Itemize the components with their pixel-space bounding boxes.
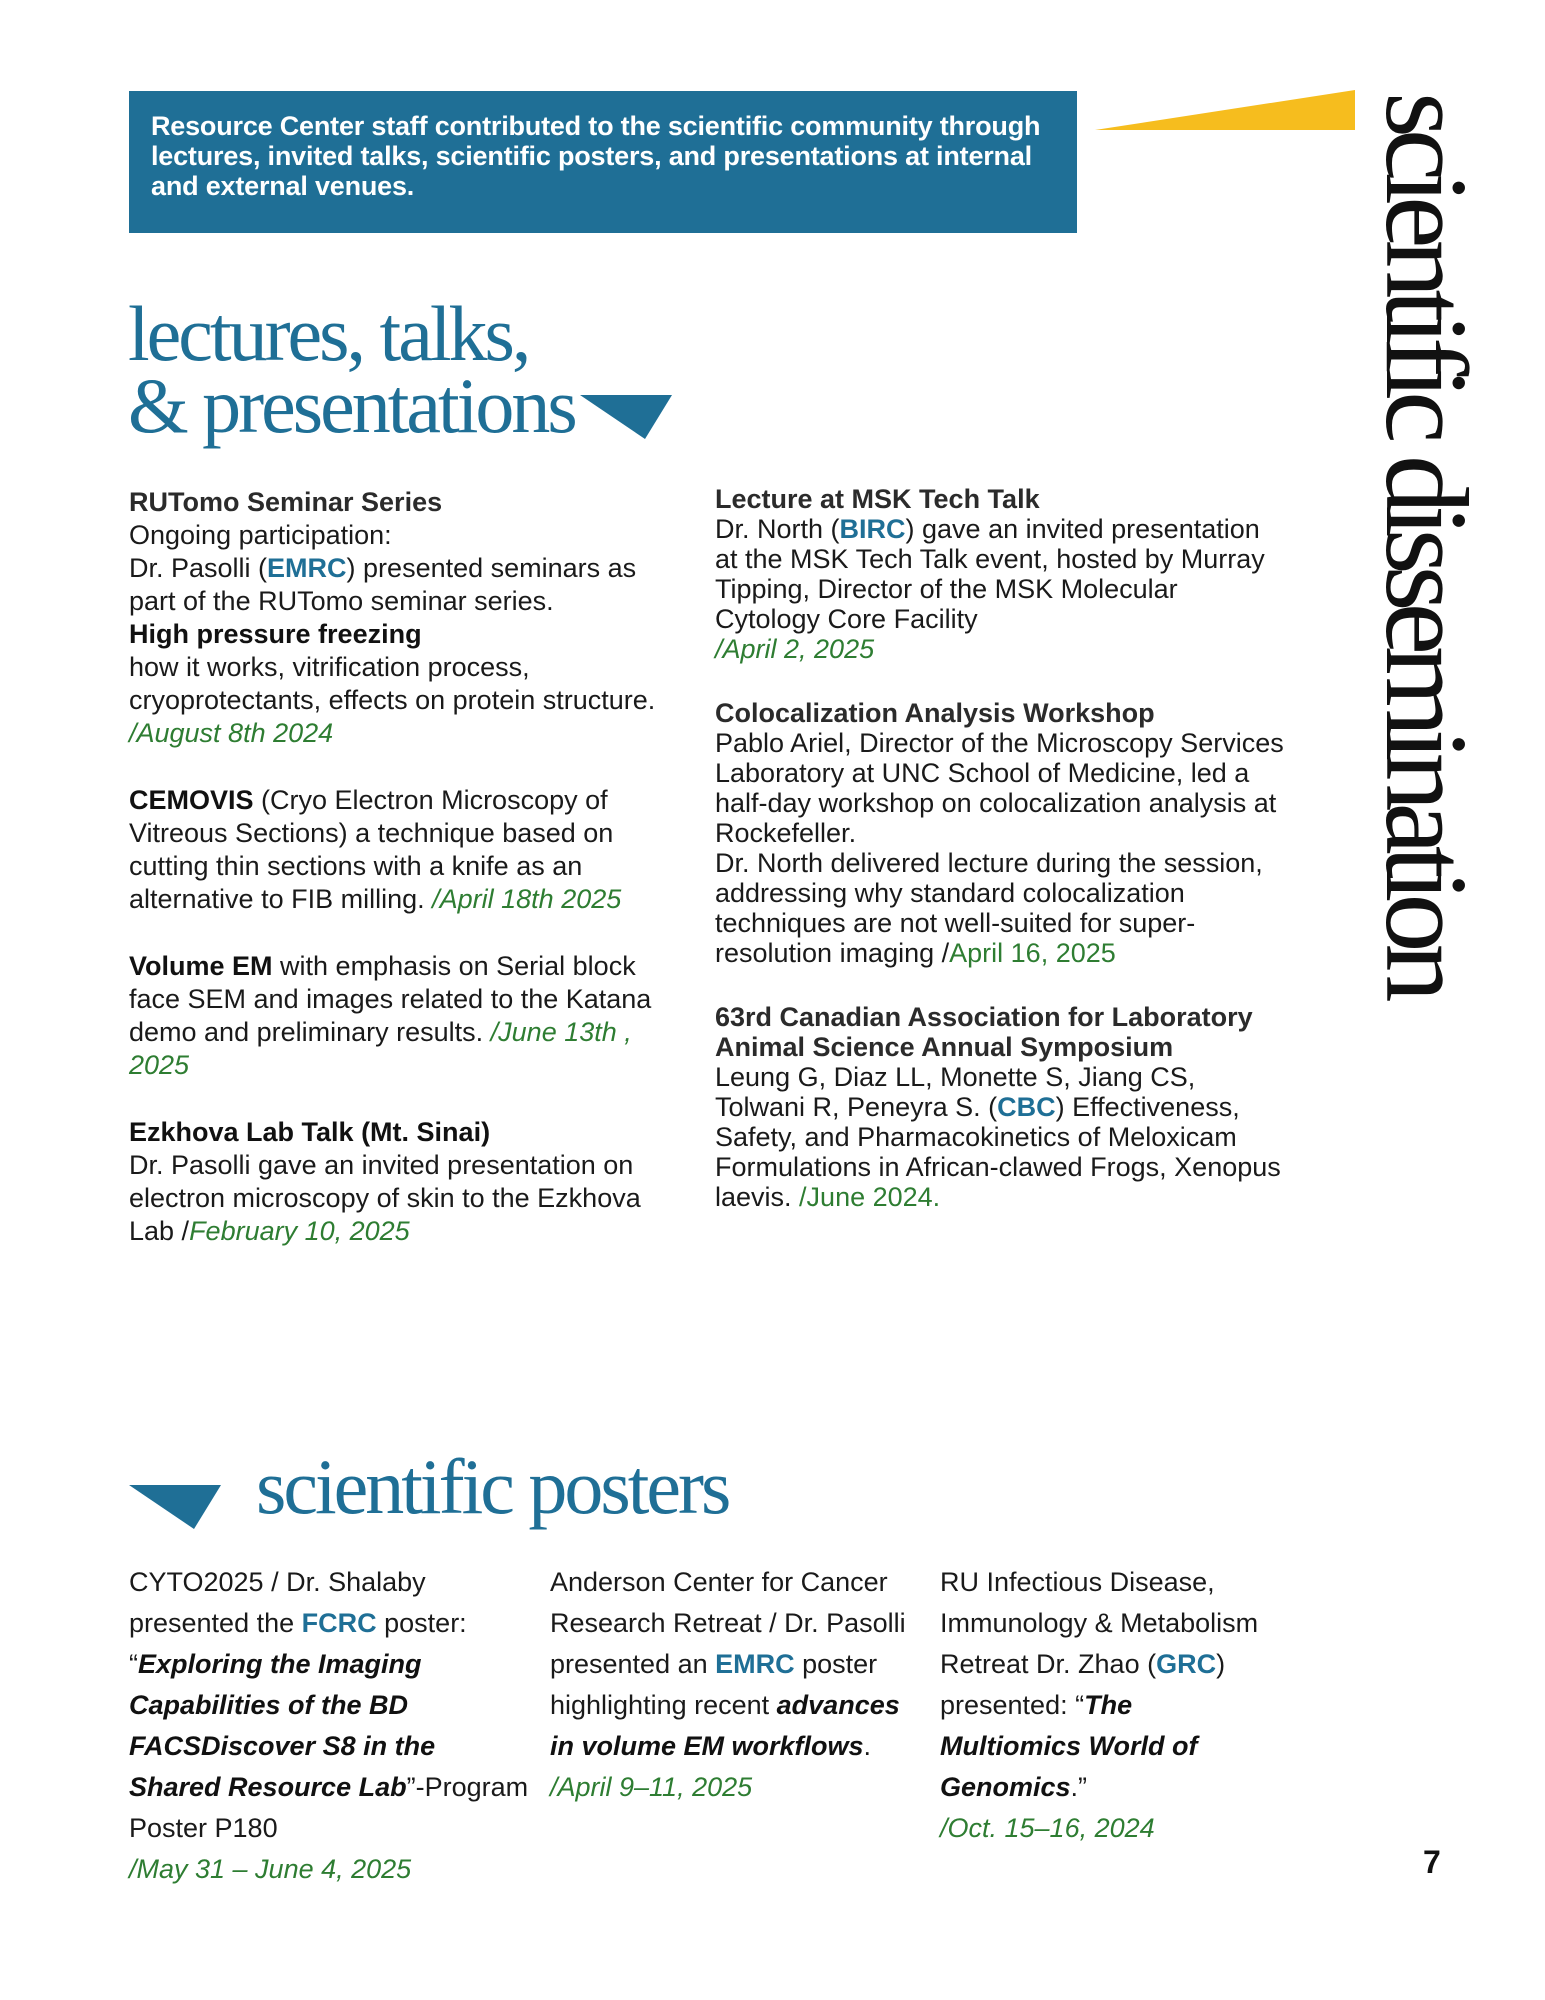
- acronym-grc: GRC: [1156, 1649, 1217, 1679]
- acronym-emrc: EMRC: [715, 1649, 795, 1679]
- acronym-birc: BIRC: [839, 514, 906, 544]
- poster-title: advances in volume EM workflows: [550, 1690, 900, 1761]
- poster-item: CYTO2025 / Dr. Shalaby presented the FCRC poster: “Exploring the Imaging Capabilities of the BD FACSDiscover S8 in the Shared Resource Lab”-Program Poster P180 /May 31 – June 4, 2025: [129, 1567, 529, 1884]
- entry-msk: Lecture at MSK Tech Talk Dr. North (BIRC) gave an invited presentation at the MSK Tech Talk event, hosted by Murray Tipping, Director of the MSK Molecular Cytology Core Facility /April 2, 2025: [715, 484, 1285, 664]
- entry-date: /August 8th 2024: [129, 718, 334, 748]
- entry-title: Ezkhova Lab Talk (Mt. Sinai): [129, 1117, 491, 1147]
- intro-text: Resource Center staff contributed to the scientific community through lectures, invited talks, scientific posters, and presentations at internal and external venues.: [151, 111, 1041, 201]
- poster-item: RU Infectious Disease, Immunology & Metabolism Retreat Dr. Zhao (GRC) presented: “The Multiomics World of Genomics.” /Oct. 15–16, 2024: [940, 1567, 1259, 1843]
- entry-subtitle: High pressure freezing: [129, 619, 422, 649]
- lectures-heading: [128, 290, 575, 449]
- poster-item: Anderson Center for Cancer Research Retreat / Dr. Pasolli presented an EMRC poster highlighting recent advances in volume EM workflows. /April 9–11, 2025: [550, 1567, 906, 1802]
- entry-title: Volume EM: [129, 951, 273, 981]
- entry-rutomo: [129, 486, 689, 750]
- entry-body: how it works, vitrification process, cryoprotectants, effects on protein structure. /August 8th 2024: [129, 652, 656, 748]
- entry-body: Dr. Pasolli (EMRC) presented seminars as part of the RUTomo seminar series.: [129, 553, 637, 616]
- entry-title: CEMOVIS: [129, 785, 254, 815]
- poster-date: /Oct. 15–16, 2024: [940, 1813, 1155, 1843]
- entry-cemovis: CEMOVIS (Cryo Electron Microscopy of Vitreous Sections) a technique based on cutting thin sections with a knife as an alternative to FIB milling. /April 18th 2025: [129, 785, 622, 914]
- yellow-wedge-decoration: [1095, 90, 1355, 132]
- entry-date: /April 2, 2025: [715, 634, 875, 664]
- entry-date: /April 18th 2025: [432, 884, 622, 914]
- entry-title: 63rd Canadian Association for Laboratory Animal Science Annual Symposium: [715, 1002, 1253, 1062]
- posters-heading: scientific posters: [256, 1443, 729, 1530]
- acronym-fcrc: FCRC: [301, 1608, 377, 1638]
- entry-calas: 63rd Canadian Association for Laboratory Animal Science Annual Symposium Leung G, Diaz LL, Monette S, Jiang CS, Tolwani R, Peneyra S. (CBC) Effectiveness, Safety, and Pharmacokinetics of Meloxicam Formulations in African-clawed Frogs, Xenopus laevis. /June 2024.: [715, 1002, 1285, 1212]
- poster-title: The Multiomics World of Genomics: [940, 1690, 1198, 1802]
- entry-colocalization: Colocalization Analysis Workshop Pablo Ariel, Director of the Microscopy Services Laboratory at UNC School of Medicine, led a half-day workshop on colocalization analysis at Rockefeller. Dr. North delivered lecture during the session, addressing why standard colocalization techniques are not well-suited for super-resolution imaging /April 16, 2025: [715, 698, 1284, 968]
- poster-title: Exploring the Imaging Capabilities of the BD FACSDiscover S8 in the Shared Resource Lab: [129, 1649, 436, 1802]
- lectures-heading-line2: & presentations: [128, 362, 575, 449]
- lectures-heading-line1: lectures, talks,: [128, 290, 529, 377]
- entry-title: Colocalization Analysis Workshop: [715, 698, 1155, 728]
- entry-line: Ongoing participation:: [129, 520, 392, 550]
- acronym-emrc: EMRC: [267, 553, 347, 583]
- acronym-cbc: CBC: [997, 1092, 1056, 1122]
- side-title-text: scientific dissemination: [1361, 92, 1492, 994]
- entry-date: /June 13th , 2025: [129, 1017, 632, 1080]
- entry-volume-em: Volume EM with emphasis on Serial block face SEM and images related to the Katana demo and preliminary results. /June 13th , 2025: [129, 951, 652, 1080]
- intro-banner: [129, 91, 1077, 233]
- triangle-pointer-icon: [580, 395, 672, 439]
- entry-date: April 16, 2025: [949, 938, 1116, 968]
- section-side-title: [1361, 92, 1492, 1252]
- page-number: 7: [1423, 1844, 1441, 1880]
- entry-date: February 10, 2025: [189, 1216, 410, 1246]
- triangle-pointer-icon: [129, 1485, 221, 1529]
- entry-title: Lecture at MSK Tech Talk: [715, 484, 1040, 514]
- entry-title: RUTomo Seminar Series: [129, 487, 443, 517]
- entry-body: Pablo Ariel, Director of the Microscopy Services Laboratory at UNC School of Medicine, led a half-day workshop on colocalization analysis at Rockefeller.: [715, 728, 1284, 848]
- poster-date: /May 31 – June 4, 2025: [129, 1854, 412, 1884]
- lectures-right-column: [715, 484, 1285, 1246]
- poster-date: /April 9–11, 2025: [550, 1772, 753, 1802]
- entry-ezkhova: Ezkhova Lab Talk (Mt. Sinai) Dr. Pasolli gave an invited presentation on electron microscopy of skin to the Ezkhova Lab /February 10, 2025: [129, 1116, 689, 1248]
- entry-date: /June 2024.: [799, 1182, 941, 1212]
- lectures-left-column: [129, 486, 689, 1282]
